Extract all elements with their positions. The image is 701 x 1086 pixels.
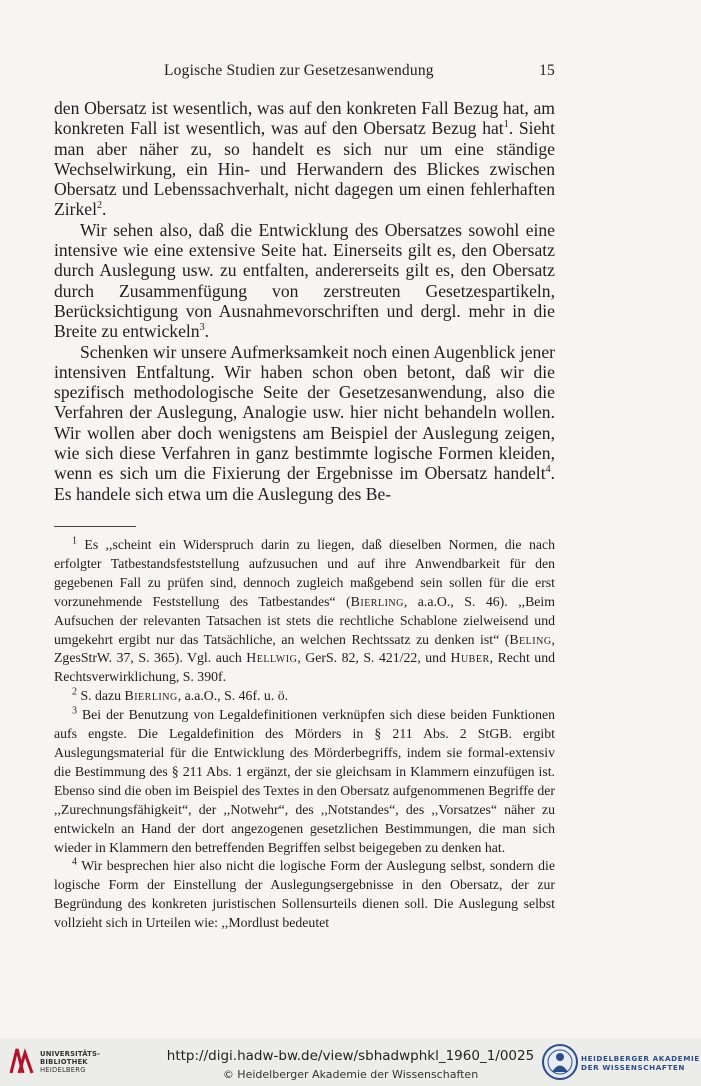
footnote-2: $^2$ S. dazu Bierling, a.a.O., S. 46f. u. ö.: [72, 686, 289, 704]
academy-seal-icon: [541, 1043, 579, 1081]
footnote-ref-3[interactable]: 3: [199, 322, 205, 334]
footnote-4: $^4$ Wir besprechen hier also nicht die logische Form der Auslegung selbst, sondern die logische Form der Einstellung der Auslegungsergebnisse in den Obersatz, der zur Begründung des konkreten juristischen Sollensurteils dienen soll. Die Auslegung selbst vollzieht sich in Urteilen wie: ,,Mordlust bedeutet: [54, 856, 555, 931]
paragraph-1: den Obersatz ist wesentlich, was auf den konkreten Fall Bezug hat, am konkreten Fall ist wesentlich, was auf den Obersatz Bezug hat$^1$. Sieht man aber näher zu, so handelt es sich nur um eine ständige Wechselwirkung, ein Hin- und Herwandern des Blickes zwischen Obersatz und Lebenssachverhalt, nicht dagegen um einen fehlerhaften Zirkel$^2$.: [54, 98, 555, 220]
footnote-1: $^1$ Es ,,scheint ein Widerspruch darin zu liegen, daß dieselben Normen, die nach erfolgter Tatbestandsfeststellung aufzusuchen und auf ihre Anwendbarkeit für den gegebenen Fall zu prüfen sind, dennoch zugleich maßgebend sein sollen für die erst vorzunehmende Feststellung des Tatbestandes“ (Bierling, a.a.O., S. 46). ,,Beim Aufsuchen der relevanten Tatsachen ist stets die rechtliche Schablone zielweisend und umgekehrt ergibt nur das Tatsächliche, an welchen Rechtssatz zu denken ist“ (Beling, ZgesStrW. 37, S. 365). Vgl. auch Hellwig, GerS. 82, S. 421/22, und Huber, Recht und Rechtsverwirklichung, S. 390f.: [54, 535, 555, 685]
copyright-notice: © Heidelberger Akademie der Wissenschaften: [222, 1068, 479, 1081]
footnote-divider: [54, 526, 136, 527]
footnotes: [54, 536, 555, 933]
page-number: 15: [539, 62, 555, 79]
footnote-ref-1[interactable]: 1: [503, 119, 509, 131]
footnote-ref-4[interactable]: 4: [545, 464, 551, 476]
main-text: [54, 98, 555, 504]
paragraph-2: Wir sehen also, daß die Entwicklung des Obersatzes sowohl eine intensive wie eine extensive Seite hat. Einerseits gilt es, den Obersatz durch Auslegung usw. zu entfalten, andererseits gilt es, den Obersatz durch Zusammenfügung von zerstreuten Gesetzespartikeln, Berücksichtigung von Ausnahmevorschriften und dergl. mehr in die Breite zu entwickeln$^3$.: [54, 219, 555, 342]
footnote-3: $^3$ Bei der Benutzung von Legaldefinitionen verknüpfen sich diese beiden Funktionen aufs engste. Die Legaldefinition des Mörders in § 211 Abs. 2 StGB. ergibt Auslegungsmaterial für die Entwicklung des Mörderbegriffs, indem sie formal-extensiv die Bestimmung des § 211 Abs. 1 ergänzt, der sie gleichsam in Klammern einzufügen ist. Ebenso sind die oben im Beispiel des Textes in den Obersatz aufgenommenen Begriffe der ,,Zurechnungsfähigkeit“, der ,,Notwehr“, des ,,Notstandes“, des ,,Vorsatzes“ näher zu entwickeln an Hand der dort angezogenen gesetzlichen Bestimmungen, die man sich wieder in Klammern den betreffenden Begriffen selbst beigegeben zu denken hat.: [54, 705, 555, 855]
permalink-url[interactable]: http://digi.hadw-bw.de/view/sbhadwphkl_1960_1/0025: [166, 1048, 535, 1064]
running-title: Logische Studien zur Gesetzesanwendung: [164, 62, 434, 79]
paragraph-3: Schenken wir unsere Aufmerksamkeit noch einen Augenblick jener intensiven Entfaltung. Wir haben schon oben betont, daß wir die spezifisch methodologische Seite der Gesetzesanwendung, also die Verfahren der Auslegung, Analogie usw. hier nicht behandeln wollen. Wir wollen aber doch wenigstens am Beispiel der Auslegung zeigen, wie sich diese Verfahren in ganz bestimmte logische Formen kleiden, wenn es sich um die Fixierung der Ergebnisse im Obersatz handelt$^4$. Es handele sich etwa um die Auslegung des Be-: [54, 341, 555, 504]
viewer-footer: [0, 1038, 701, 1086]
academy-logo[interactable]: HEIDELBERGER AKADEMIE DER WISSENSCHAFTEN: [541, 1043, 696, 1081]
university-library-logo[interactable]: UNIVERSITÄTS- BIBLIOTHEK HEIDELBERG: [8, 1045, 128, 1079]
footnote-ref-2[interactable]: 2: [97, 200, 102, 212]
